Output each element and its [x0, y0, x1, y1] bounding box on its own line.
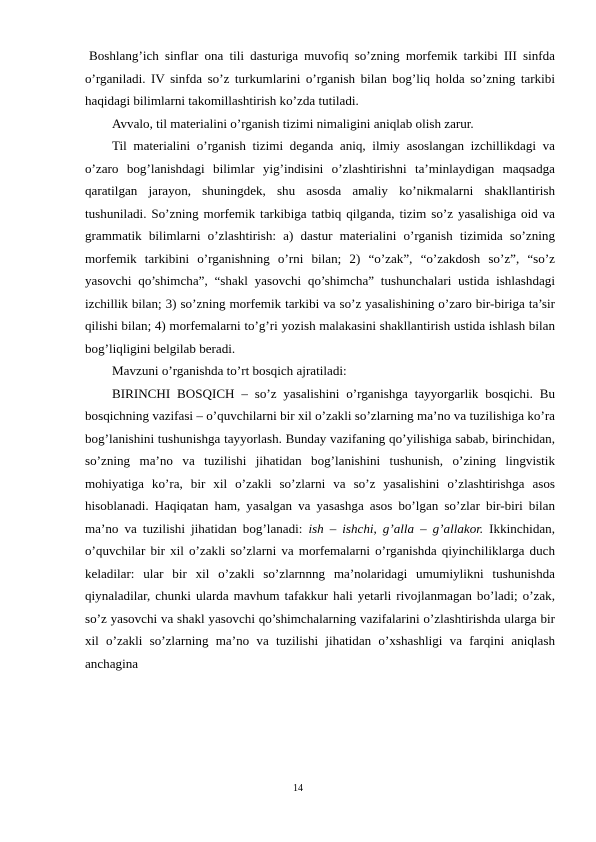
- paragraph-first-stage: [85, 383, 555, 676]
- page-number: 14: [293, 783, 303, 794]
- paragraph-stages-intro: Mavzuni o’rganishda to’rt bosqich ajratiladi:: [112, 363, 347, 378]
- first-stage-text-start: BIRINCHI BOSQICH – so’z yasalishini o’rganishga tayyorgarlik bosqichi. Bu bosqichning vazifasi – o’quvchilarni bir xil o’zakli so’zlarning ma’no va tuzilishiga ko’ra bog’lanishini tushunishga tayyorlash. Bunday vazifaning qo’yilishiga sabab, birinchidan, so’zning ma’no va tuzilishi jihatidan bog’lanishini tushunish, o’zining lingvistik mohiyatiga ko’ra, bir xil o’zakli so’zlarni va so’z yasalishini o’zlashtirishga asos hisoblanadi. Haqiqatan ham, yasalgan va yasashga asos bo’lgan so’zlar bir-biri bilan ma’no va tuzilishi jihatidan bog’lanadi:: [85, 385, 555, 536]
- paragraph-intro: Boshlang’ich sinflar ona tili dasturiga muvofiq so’zning morfemik tarkibi III sinfda o’rganiladi. IV sinfda so’z turkumlarini o’rganish bilan bog’liq holda so’zning tarkibi haqidagi bilimlarni takomillashtirish ko’zda tutiladi.: [85, 48, 555, 108]
- paragraph-definition-need: Avvalo, til materialini o’rganish tizimi nimaligini aniqlab olish zarur.: [112, 115, 474, 131]
- first-stage-text-end: Ikkinchidan, o’quvchilar bir xil o’zakli so’zlarni va morfemalarni o’rganishda qiyinchiliklarga duch keladilar: ular bir xil o’zakli so’zlarnnng ma’nolaridagi umumiylikni tushunishda qiynaladilar, chunki ularda mavhum tafakkur hali yetarli rivojlanmagan bo’ladi; o’zak, so’z yasovchi va shakl yasovchi qo’shimchalarning vazifalarini o’zlashtirishda ularga bir xil o’zakli so’zlarning ma’no va tuzilishi jihatidan o’xshashligi va farqini aniqlash anchagina: [85, 520, 555, 671]
- document-page: [85, 45, 555, 675]
- first-stage-example: ish – ishchi, g’alla – g’allakor.: [308, 520, 484, 536]
- paragraph-system-description: Til materialini o’rganish tizimi deganda aniq, ilmiy asoslangan izchillikdagi va o’zaro bog’lanishdagi bilimlar yig’indisini o’zlashtirishni ta’minlaydigan maqsadga qaratilgan jarayon, shuningdek, shu asosda amaliy ko’nikmalarni shakllantirish tushuniladi. So’zning morfemik tarkibiga tatbiq qilganda, tizim so’z yasalishiga oid va grammatik bilimlarni o’zlashtirish: a) dastur materialini o’rganish tizimida so’zning morfemik tarkibini o’rganishning o’rni bilan; 2) “o’zak”, “o’zakdosh so’z”, “so’z yasovchi qo’shimcha”, “shakl yasovchi qo’shimcha” tushunchalari ustida ishlashdagi izchillik bilan; 3) so’zning morfemik tarkibi va so’z yasalishining o’zaro bir-biriga ta’sir qilishi bilan; 4) morfemalarni to’g’ri yozish malakasini shakllantirish ustida ishlash bilan bog’liqligini belgilab beradi.: [85, 138, 555, 356]
